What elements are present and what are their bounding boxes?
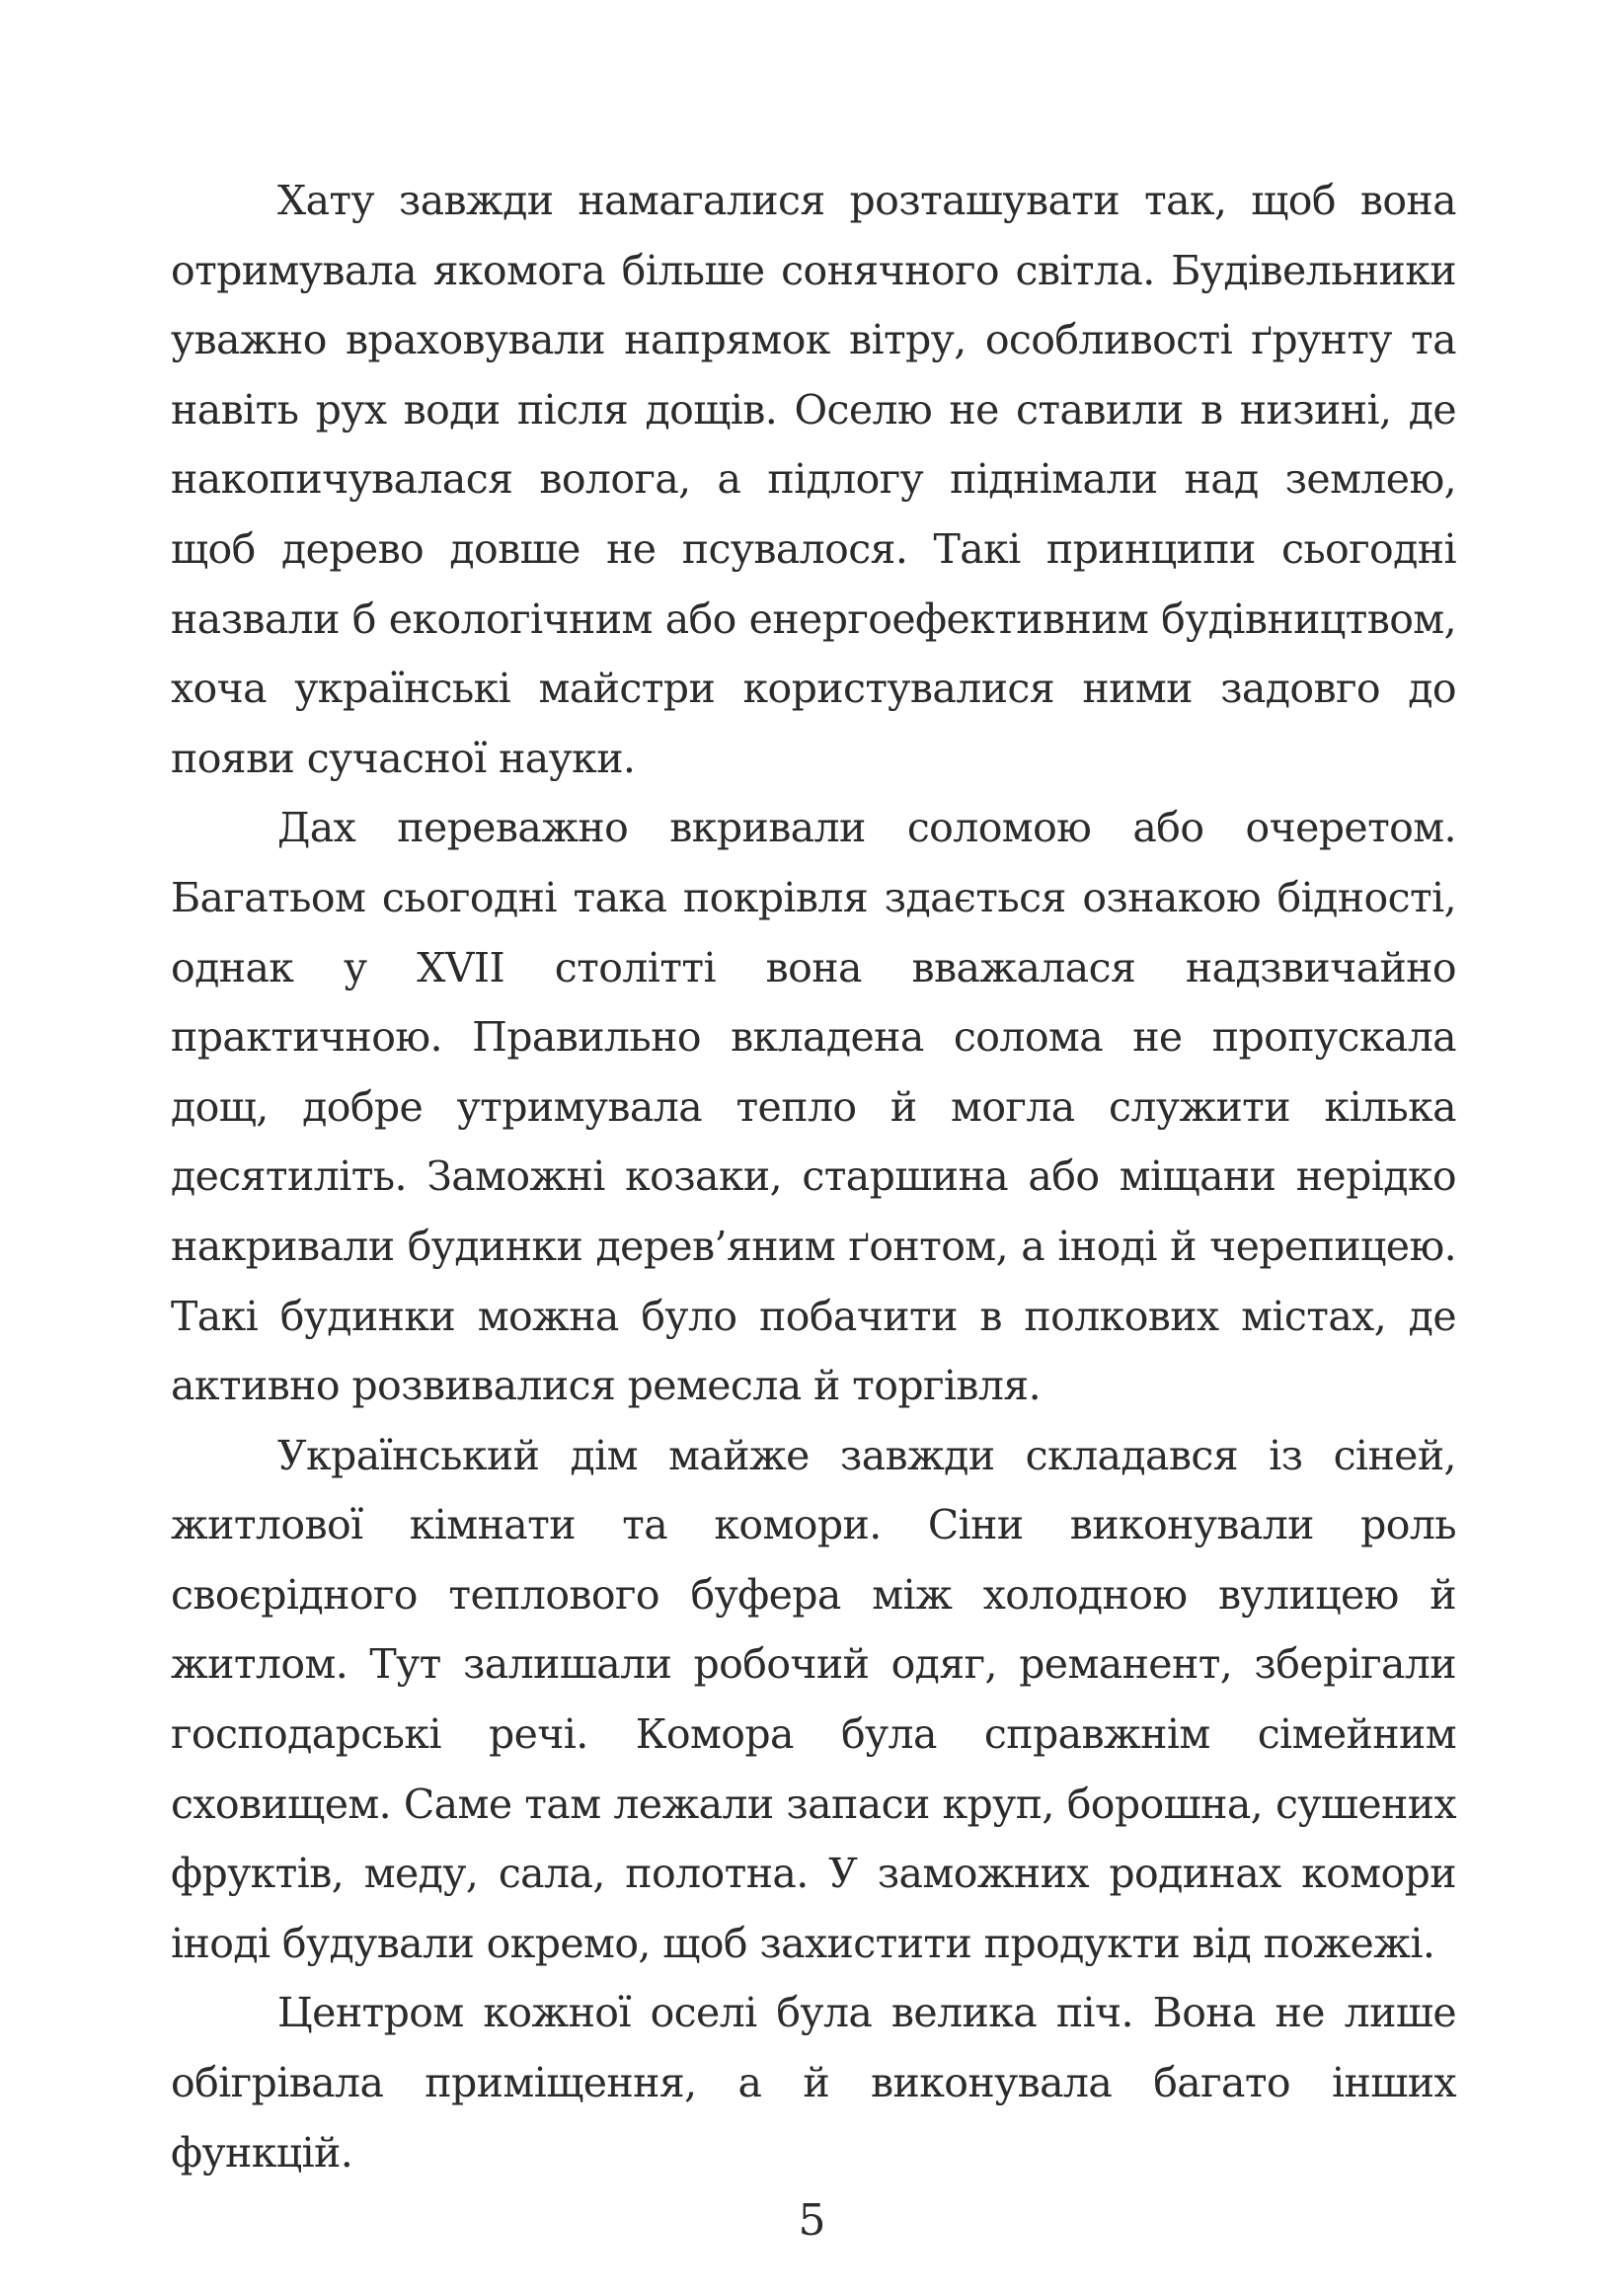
page-number: 5 [798, 2195, 826, 2246]
paragraph-house-placement: Хату завжди намагалися розташувати так, щоб вона отримувала якомога більше сонячного світла. Будівельники уважно враховували напрямок вітру, особливості ґрунту та навіть рух води після дощів. Оселю не ставили в низині, де накопичувалася волога, а підлогу піднімали над землею, щоб дерево довше не псувалося. Такі принципи сьогодні назвали б екологічним або енергоефективним будівництвом, хоча українські майстри користувалися ними задовго до появи сучасної науки. [171, 177, 1456, 782]
paragraph-stove: Центром кожної оселі була велика піч. Вона не лише обігрівала приміщення, а й виконувала багато інших функцій. [171, 1989, 1456, 2177]
body-text [171, 166, 1456, 2187]
paragraph-rooms: Український дім майже завжди складався із сіней, житлової кімнати та комори. Сіни виконували роль своєрідного теплового буфера між холодною вулицею й житлом. Тут залишали робочий одяг, реманент, зберігали господарські речі. Комора була справжнім сімейним сховищем. Саме там лежали запаси круп, борошна, сушених фруктів, меду, сала, полотна. У заможних родинах комори іноді будували окремо, щоб захистити продукти від пожежі. [171, 1431, 1456, 1967]
paragraph-roof: Дах переважно вкривали соломою або очеретом. Багатьом сьогодні така покрівля здається ознакою бідності, однак у XVII столітті вона вважалася надзвичайно практичною. Правильно вкладена солома не пропускала дощ, добре утримувала тепло й могла служити кілька десятиліть. Заможні козаки, старшина або міщани нерідко накривали будинки дерев’яним ґонтом, а іноді й черепицею. Такі будинки можна було побачити в полкових містах, де активно розвивалися ремесла й торгівля. [171, 804, 1456, 1410]
